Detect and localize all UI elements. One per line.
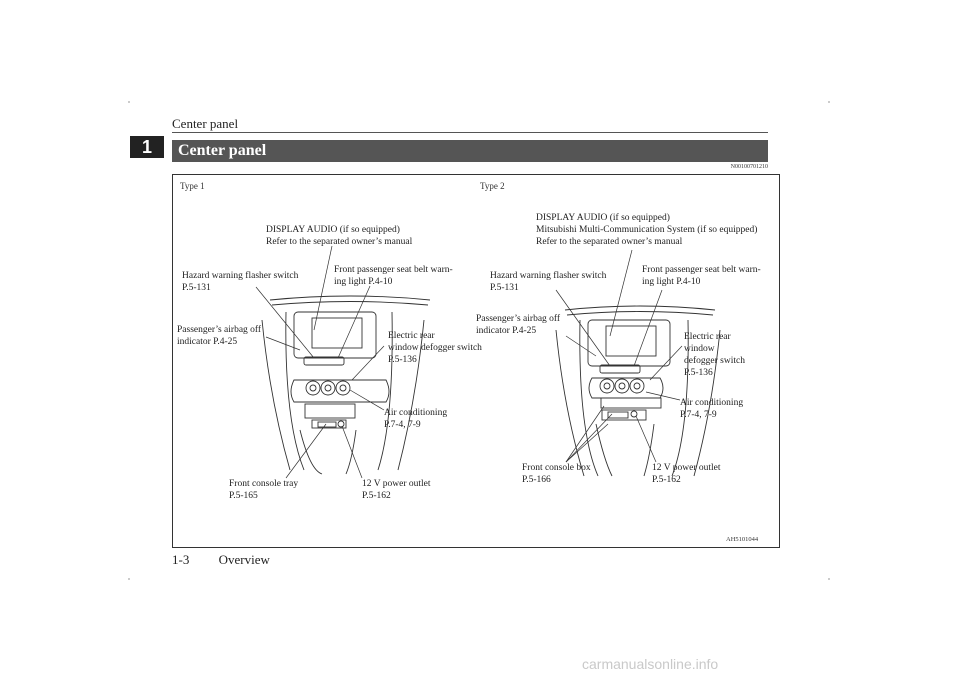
- type2-seatbelt-light-callout: Front passenger seat belt warn- ing light P.4-10: [642, 265, 761, 287]
- type1-console-tray-callout: Front console tray P.5-165: [229, 479, 299, 501]
- figure-code: AH5101044: [726, 536, 759, 543]
- type1-display-audio-callout: DISPLAY AUDIO (if so equipped) Refer to the separated owner’s manual: [266, 225, 413, 247]
- type2-power-outlet-callout: 12 V power outlet P.5-162: [652, 463, 721, 485]
- footer-chapter-name: Overview: [218, 552, 270, 567]
- type2-airbag-indicator-callout: Passenger’s airbag off indicator P.4-25: [476, 314, 561, 336]
- type2-console-box-callout: Front console box P.5-166: [522, 463, 591, 485]
- section-title-bar: Center panel: [172, 140, 768, 162]
- type1-seatbelt-light-callout: Front passenger seat belt warn- ing light P.4-10: [334, 265, 453, 287]
- type2-defogger-switch-callout: Electric rear window defogger switch P.5-136: [684, 332, 745, 378]
- type2-display-audio-callout: DISPLAY AUDIO (if so equipped) Mitsubishi Multi-Communication System (if so equipped) Refer to the separated owner’s manual: [536, 213, 758, 247]
- type2-air-conditioning-callout: Air conditioning P.7-4, 7-9: [680, 398, 744, 420]
- type1-power-outlet-callout: 12 V power outlet P.5-162: [362, 479, 431, 501]
- type2-hazard-switch-callout: Hazard warning flasher switch P.5-131: [490, 271, 607, 293]
- watermark-text: carmanualsonline.info: [582, 656, 719, 672]
- page-number: 1-3: [172, 552, 190, 567]
- type1-hazard-switch-callout: Hazard warning flasher switch P.5-131: [182, 271, 299, 293]
- page-header-title: Center panel: [172, 116, 239, 131]
- type1-airbag-indicator-callout: Passenger’s airbag off indicator P.4-25: [177, 325, 262, 347]
- type1-dashboard-drawing: [262, 296, 430, 474]
- type1-label: Type 1: [180, 181, 205, 191]
- chapter-number-tab: 1: [130, 136, 164, 158]
- page-footer: [172, 552, 296, 568]
- type1-air-conditioning-callout: Air conditioning P.7-4, 7-9: [384, 408, 448, 430]
- type2-label: Type 2: [480, 181, 505, 191]
- section-code: N00100701210: [730, 164, 768, 170]
- type1-defogger-switch-callout: Electric rear window defogger switch P.5-136: [388, 331, 482, 365]
